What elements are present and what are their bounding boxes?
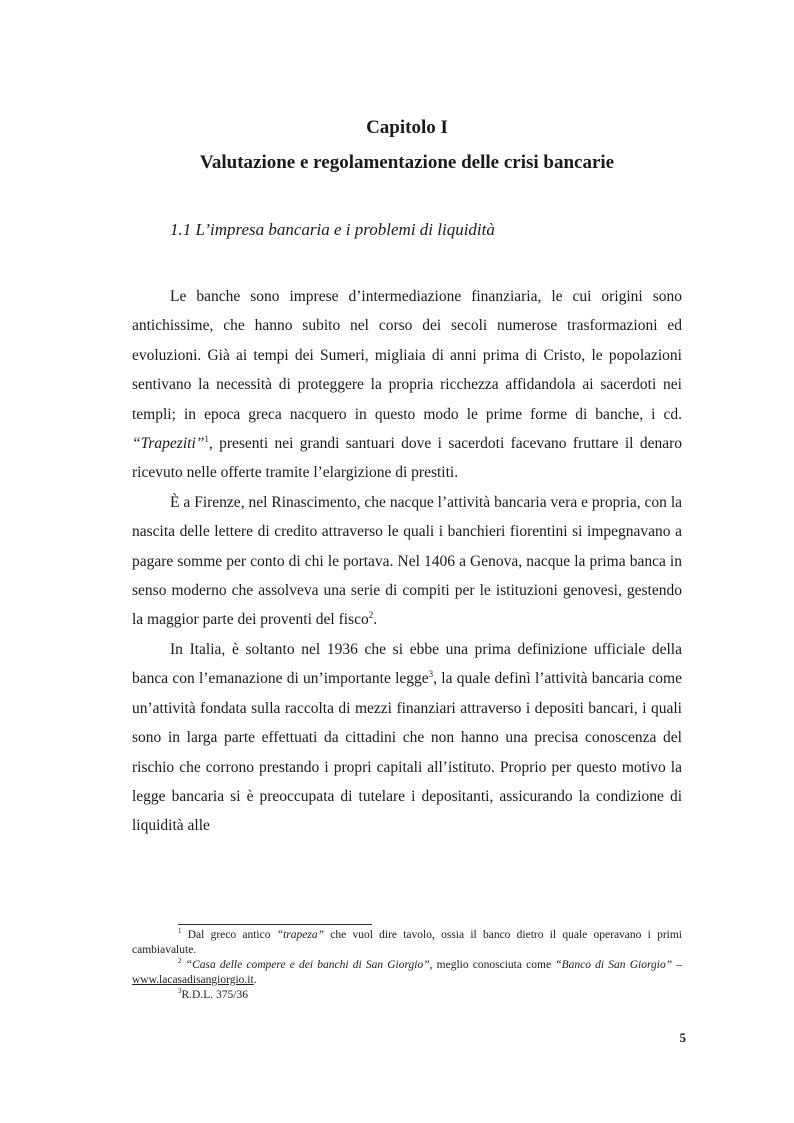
page-number: 5 — [679, 1030, 686, 1045]
paragraph-3-text-b: , la quale definì l’attività bancaria come un’attività fondata sulla raccolta di mezzi finanziari attraverso i depositi bancari, i quali sono in larga parte effettuati da cittadini che non hanno una precisa conoscenza del rischio che corrono prestando i propri capitali all’istituto. Proprio per questo motivo la legge bancaria si è preoccupata di tutelare i depositanti, assicurando la condizione di liquidità alle — [132, 670, 682, 835]
paragraph-1-text-a: Le banche sono imprese d’intermediazione finanziaria, le cui origini sono antichissime, che hanno subito nel corso dei secoli numerose trasformazioni ed evoluzioni. Già ai tempi dei Sumeri, migliaia di anni prima di Cristo, le popolazioni sentivano la necessità di proteggere la propria ricchezza affidandola ai sacerdoti nei templi; in epoca greca nacquero in questo modo le prime forme di banche, i cd. — [132, 288, 682, 423]
paragraph-2 — [132, 488, 682, 635]
section-heading: 1.1 L’impresa bancaria e i problemi di liquidità — [170, 220, 495, 239]
footnote-ref-1[interactable]: 1 — [204, 433, 209, 444]
footnote-2-text-c: – — [672, 959, 683, 971]
body-text — [132, 282, 682, 841]
footnote-ref-2[interactable]: 2 — [368, 610, 374, 621]
footnote-1-text-b: che vuol dire tavolo, ossia il banco dietro il quale operavano i primi cambiavalute. — [132, 929, 682, 956]
chapter-label: Capitolo I — [366, 117, 448, 138]
paragraph-1 — [132, 282, 682, 488]
footnote-divider — [178, 924, 372, 925]
footnote-1-term: “trapeza” — [276, 929, 324, 941]
footnote-2-term-2: “Banco di San Giorgio” — [555, 959, 673, 971]
paragraph-3-text-a: In Italia, è soltanto nel 1936 che si ebbe una prima definizione ufficiale della banca con l’emanazione di un’importante legge — [132, 640, 682, 688]
footnote-3-text: R.D.L. 375/36 — [181, 989, 248, 1001]
footnote-1-text-a: Dal greco antico — [181, 929, 277, 941]
paragraph-3 — [132, 635, 682, 841]
footnote-2-link[interactable]: www.lacasadisangiorgio.it — [132, 974, 254, 986]
footnote-2-text-d: . — [253, 974, 257, 986]
footnote-2-number: 2 — [178, 957, 182, 966]
footnote-1 — [132, 928, 682, 958]
paragraph-1-text-b: , presenti nei grandi santuari dove i sacerdoti facevano fruttare il denaro ricevuto nelle offerte tramite l’elargizione di prestiti. — [132, 435, 682, 482]
footnote-1-number: 1 — [178, 927, 182, 936]
footnote-2 — [132, 958, 682, 988]
footnote-3-number: 3 — [178, 987, 182, 996]
paragraph-2-text-b: . — [373, 611, 378, 629]
footnote-2-text-b: , meglio conosciuta come — [429, 959, 556, 971]
footnote-3 — [132, 988, 682, 1003]
paragraph-2-text-a: È a Firenze, nel Rinascimento, che nacque l’attività bancaria vera e propria, con la nascita delle lettere di credito attraverso le quali i banchieri fiorentini si impegnavano a pagare somme per conto di chi le portava. Nel 1406 a Genova, nacque la prima banca in senso moderno che assolveva una serie di compiti per le istituzioni genovesi, gestendo la maggior parte dei proventi del fisco — [132, 493, 682, 629]
footnotes — [132, 928, 682, 1003]
trapeziti-term: “Trapeziti” — [132, 435, 205, 453]
chapter-title: Valutazione e regolamentazione delle crisi bancarie — [199, 152, 615, 173]
footnote-2-term-1: “Casa delle compere e dei banchi di San Giorgio” — [185, 959, 430, 971]
footnote-ref-3[interactable]: 3 — [428, 669, 434, 680]
